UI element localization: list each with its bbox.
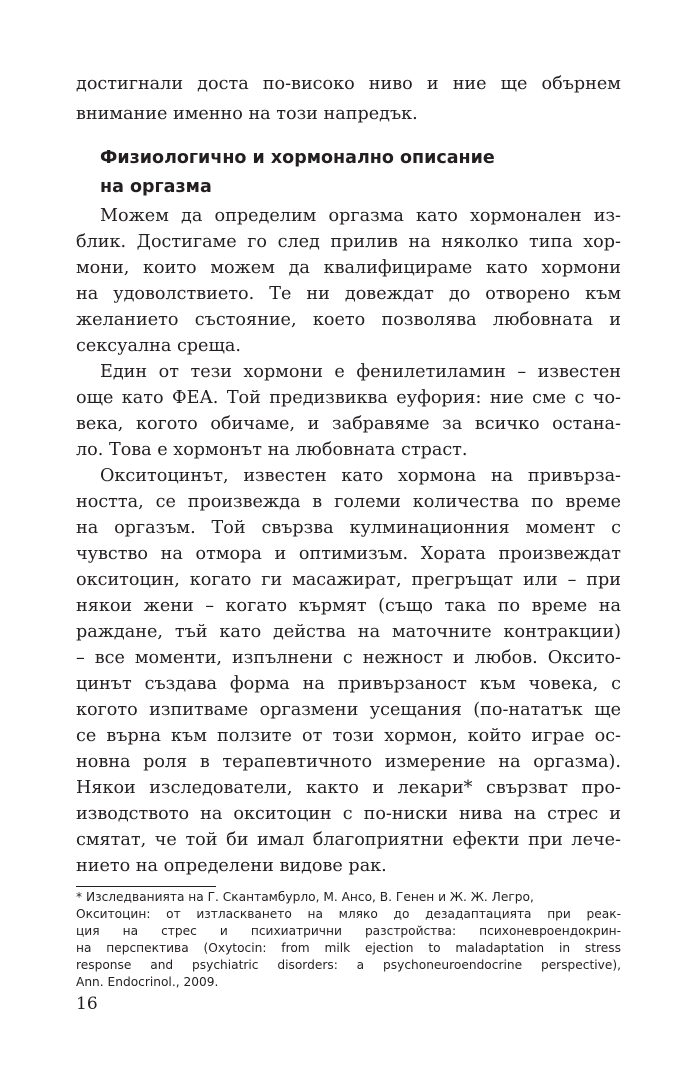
text-line: се върна към ползите от този хормон, който играе ос- xyxy=(76,726,621,746)
section-heading: на оргазма xyxy=(100,177,212,197)
text-line: Един от тези хормони е фенилетиламин – известен xyxy=(100,362,621,382)
text-line: цинът създава форма на привързаност към човека, с xyxy=(76,674,621,694)
footnote-line: Ann. Endocrinol., 2009. xyxy=(76,975,219,989)
text-line: чувство на отмора и оптимизъм. Хората произвеждат xyxy=(76,544,621,564)
footnote-line: ция на стрес и психиатрични разстройства: психоневроендокрин- xyxy=(76,924,621,938)
page-number: 16 xyxy=(76,994,98,1014)
footnote-line: на перспектива (Oxytocin: from milk ejection to maladaptation in stress xyxy=(76,941,621,955)
text-line: достигнали доста по-високо ниво и ние ще обърнем xyxy=(76,74,621,94)
text-line: мони, които можем да квалифицираме като хормони xyxy=(76,258,621,278)
text-line: сексуална среща. xyxy=(76,336,241,356)
text-line: ло. Това е хормонът на любовната страст. xyxy=(76,440,468,460)
text-line: на удоволствието. Те ни довеждат до отворено към xyxy=(76,284,621,304)
text-line: окситоцин, когато ги масажират, прегръщат или – при xyxy=(76,570,621,590)
text-line: раждане, тъй като действа на маточните контракции) xyxy=(76,622,621,642)
text-line: на оргазъм. Той свързва кулминационния момент с xyxy=(76,518,621,538)
section-heading: Физиологично и хормонално описание xyxy=(100,148,495,168)
text-line: блик. Достигаме го след прилив на няколко типа хор- xyxy=(76,232,621,252)
text-line: Някои изследователи, както и лекари* свързват про- xyxy=(76,778,621,798)
text-line: нието на определени видове рак. xyxy=(76,856,387,876)
text-line: новна роля в терапевтичното измерение на оргазма). xyxy=(76,752,621,772)
footnote-line: Окситоцин: от изтласкването на мляко до дезадаптацията при реак- xyxy=(76,907,621,921)
footnote-line: response and psychiatric disorders: a psychoneuroendocrine perspective), xyxy=(76,958,621,972)
text-line: когото изпитваме оргазмени усещания (по-нататък ще xyxy=(76,700,621,720)
text-line: изводството на окситоцин с по-ниски нива на стрес и xyxy=(76,804,621,824)
text-line: века, когото обичаме, и забравяме за всичко остана- xyxy=(76,414,621,434)
text-line: внимание именно на този напредък. xyxy=(76,104,418,124)
text-line: още като ФЕА. Той предизвиква еуфория: ние сме с чо- xyxy=(76,388,621,408)
text-line: Можем да определим оргазма като хормонален из- xyxy=(100,206,621,226)
text-line: Окситоцинът, известен като хормона на привърза- xyxy=(100,466,621,486)
text-line: смятат, че той би имал благоприятни ефекти при лече- xyxy=(76,830,621,850)
footnote-separator xyxy=(76,886,216,887)
text-line: желанието състояние, което позволява любовната и xyxy=(76,310,621,330)
footnote-line: * Изследванията на Г. Скантамбурло, М. Ансо, В. Генен и Ж. Ж. Легро, xyxy=(76,890,534,904)
text-line: – все моменти, изпълнени с нежност и любов. Оксито- xyxy=(76,648,621,668)
text-line: ността, се произвежда в големи количества по време xyxy=(76,492,621,512)
text-line: някои жени – когато кърмят (също така по време на xyxy=(76,596,621,616)
